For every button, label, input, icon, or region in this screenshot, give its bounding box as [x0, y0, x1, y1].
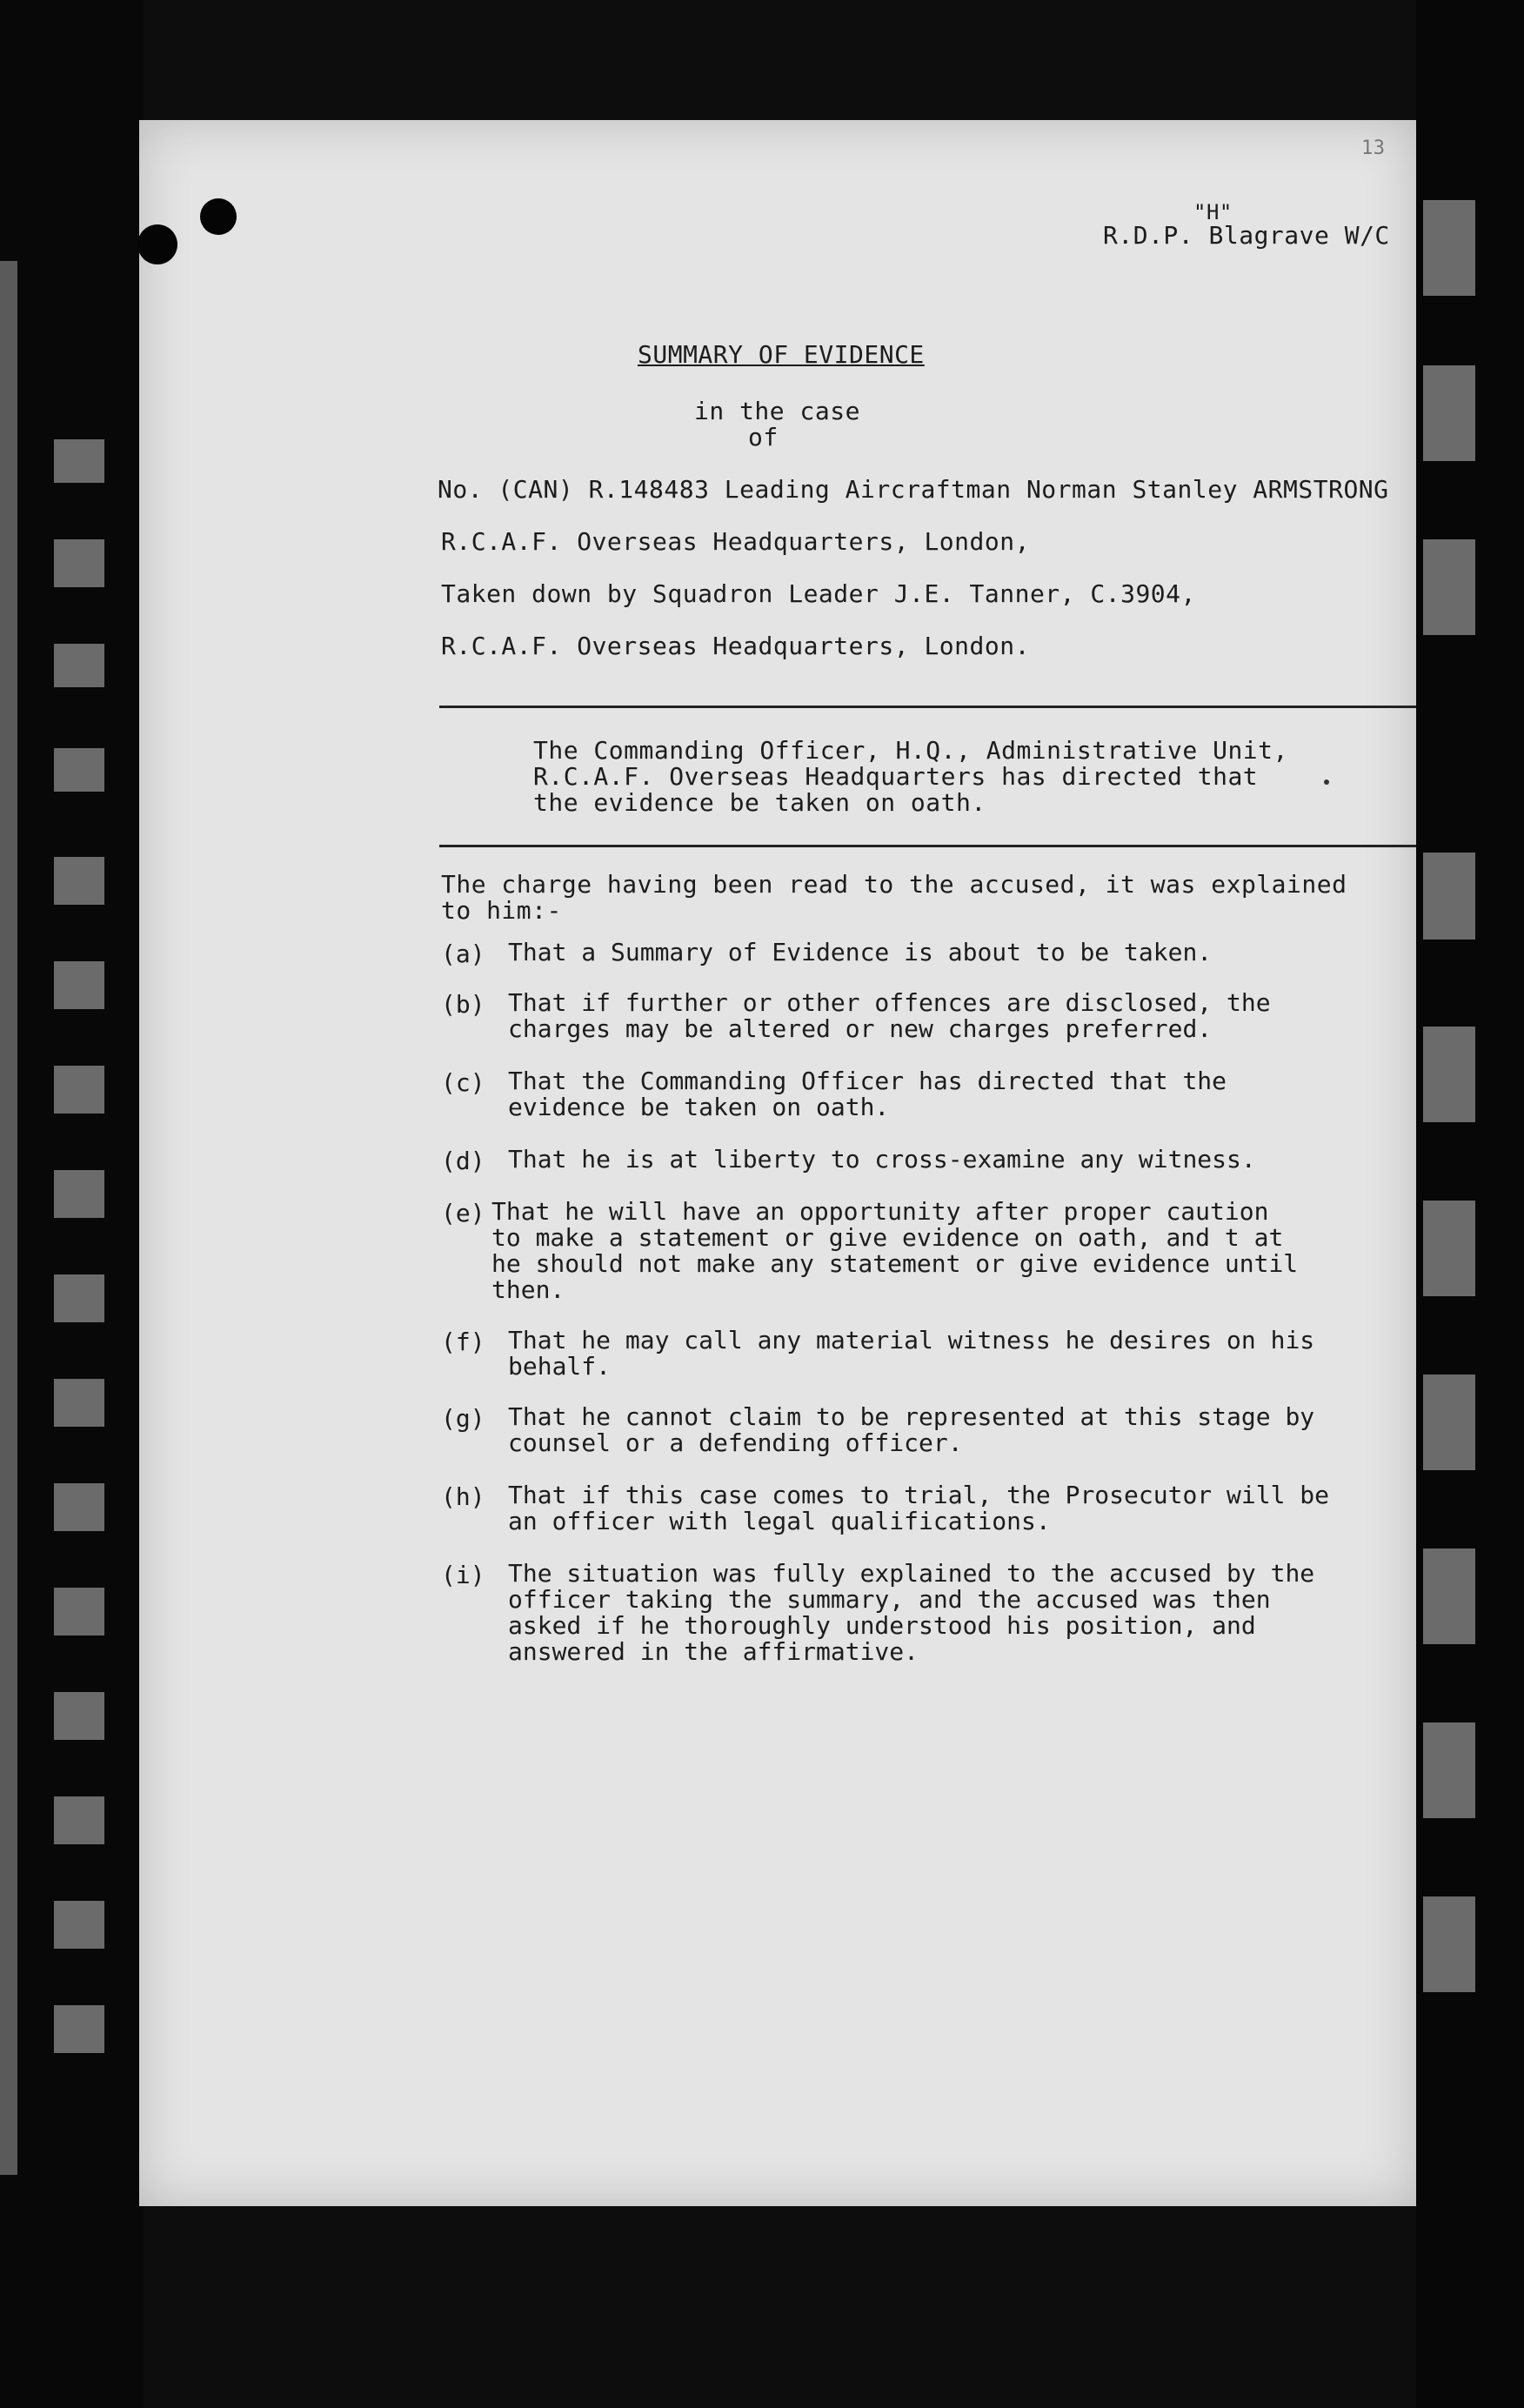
direction-line: the evidence be taken on oath.	[533, 788, 986, 817]
film-perforation	[1423, 853, 1475, 940]
list-item-marker: (c)	[441, 1068, 485, 1097]
film-perforation	[1423, 365, 1475, 461]
film-border-right	[1416, 0, 1524, 2408]
film-perforation	[1423, 1201, 1475, 1296]
film-perforation	[54, 439, 104, 483]
unit-line: R.C.A.F. Overseas Headquarters, London,	[441, 527, 1030, 556]
film-perforation	[1423, 1548, 1475, 1644]
list-item-line: asked if he thoroughly understood his position, and	[508, 1611, 1256, 1640]
list-item-line: That he may call any material witness he desires on his	[508, 1326, 1315, 1354]
list-item-text	[508, 1328, 1314, 1380]
film-perforation	[1423, 539, 1475, 635]
film-perforation	[54, 961, 104, 1009]
list-item-line: That the Commanding Officer has directed that the	[508, 1067, 1227, 1095]
list-item-line: That he cannot claim to be represented at this stage by	[508, 1402, 1315, 1431]
list-item-marker: (b)	[441, 990, 485, 1019]
list-item-marker: (h)	[441, 1482, 485, 1511]
film-perforation	[1423, 1375, 1475, 1470]
film-perforation	[54, 1379, 104, 1427]
charge-intro-line: The charge having been read to the accused, it was explained	[441, 870, 1347, 899]
film-perforation	[54, 2005, 104, 2053]
charge-intro-line: to him:-	[441, 896, 562, 925]
list-item-line: then.	[491, 1275, 565, 1304]
list-item-line: counsel or a defending officer.	[508, 1428, 963, 1457]
list-item-line: answered in the affirmative.	[508, 1637, 919, 1666]
direction-line: R.C.A.F. Overseas Headquarters has directed that	[533, 762, 1259, 791]
list-item-line: The situation was fully explained to the accused by the	[508, 1559, 1315, 1588]
film-perforation	[54, 1588, 104, 1635]
film-perforation	[54, 748, 104, 792]
header-mark: "H"	[1193, 200, 1233, 224]
film-perforation	[54, 857, 104, 905]
direction-line: The Commanding Officer, H.Q., Administrative Unit,	[533, 736, 1288, 765]
film-border-left	[0, 0, 144, 2408]
location-line: R.C.A.F. Overseas Headquarters, London.	[441, 632, 1030, 660]
film-perforation	[54, 1066, 104, 1114]
punch-hole	[200, 198, 237, 235]
list-item-line: behalf.	[508, 1352, 612, 1381]
list-item-line: That if further or other offences are disclosed, the	[508, 988, 1271, 1017]
divider-rule	[439, 706, 1416, 708]
list-item-line: That if this case comes to trial, the Prosecutor will be	[508, 1481, 1330, 1509]
film-perforation	[54, 1170, 104, 1218]
list-item-marker: (d)	[441, 1147, 485, 1175]
list-item-text	[508, 1068, 1227, 1120]
header-reference: R.D.P. Blagrave W/C	[1103, 221, 1390, 250]
list-item-line: officer taking the summary, and the accused was then	[508, 1585, 1271, 1614]
accused-line: No. (CAN) R.148483 Leading Aircraftman Norman Stanley ARMSTRONG	[438, 475, 1389, 504]
film-perforation	[54, 1901, 104, 1949]
film-perforation	[1423, 1896, 1475, 1992]
film-perforation	[54, 1483, 104, 1531]
divider-rule	[439, 845, 1416, 847]
punch-hole	[137, 224, 177, 264]
list-item-marker: (f)	[441, 1328, 485, 1356]
list-item-line: That he will have an opportunity after proper caution	[491, 1197, 1269, 1226]
page-number: 13	[1361, 137, 1386, 159]
list-item-line: That he is at liberty to cross-examine any witness.	[508, 1145, 1256, 1174]
list-item-text	[508, 1147, 1256, 1173]
film-edge-strip	[0, 261, 17, 2175]
list-item-marker: (i)	[441, 1561, 485, 1589]
list-item-marker: (e)	[441, 1199, 485, 1227]
list-item-line: charges may be altered or new charges preferred.	[508, 1014, 1213, 1043]
film-perforation	[54, 539, 104, 587]
list-item-line: he should not make any statement or give evidence until	[491, 1249, 1299, 1278]
film-perforation	[54, 1796, 104, 1844]
film-perforation	[54, 1692, 104, 1740]
list-item-marker: (g)	[441, 1404, 485, 1433]
list-item-text	[508, 990, 1271, 1042]
list-item-text	[508, 940, 1212, 966]
film-perforation	[1423, 1722, 1475, 1818]
document-page	[139, 120, 1416, 2206]
film-perforation	[1423, 200, 1475, 296]
list-item-line: That a Summary of Evidence is about to be taken.	[508, 938, 1213, 967]
list-item-line: evidence be taken on oath.	[508, 1093, 890, 1121]
list-item-text	[508, 1482, 1329, 1535]
list-item-text	[508, 1404, 1314, 1456]
film-perforation	[54, 644, 104, 687]
list-item-marker: (a)	[441, 940, 485, 968]
list-item-line: an officer with legal qualifications.	[508, 1507, 1051, 1535]
case-intro-line: in the case	[694, 397, 860, 425]
case-intro-line: of	[748, 423, 779, 452]
list-item-text	[491, 1199, 1298, 1303]
taken-by-line: Taken down by Squadron Leader J.E. Tanner, C.3904,	[441, 579, 1196, 608]
specks	[1324, 779, 1329, 785]
list-item-line: to make a statement or give evidence on oath, and t at	[491, 1223, 1284, 1252]
film-perforation	[54, 1274, 104, 1322]
page-title: SUMMARY OF EVIDENCE	[638, 340, 925, 369]
list-item-text	[508, 1561, 1314, 1665]
film-perforation	[1423, 1027, 1475, 1122]
